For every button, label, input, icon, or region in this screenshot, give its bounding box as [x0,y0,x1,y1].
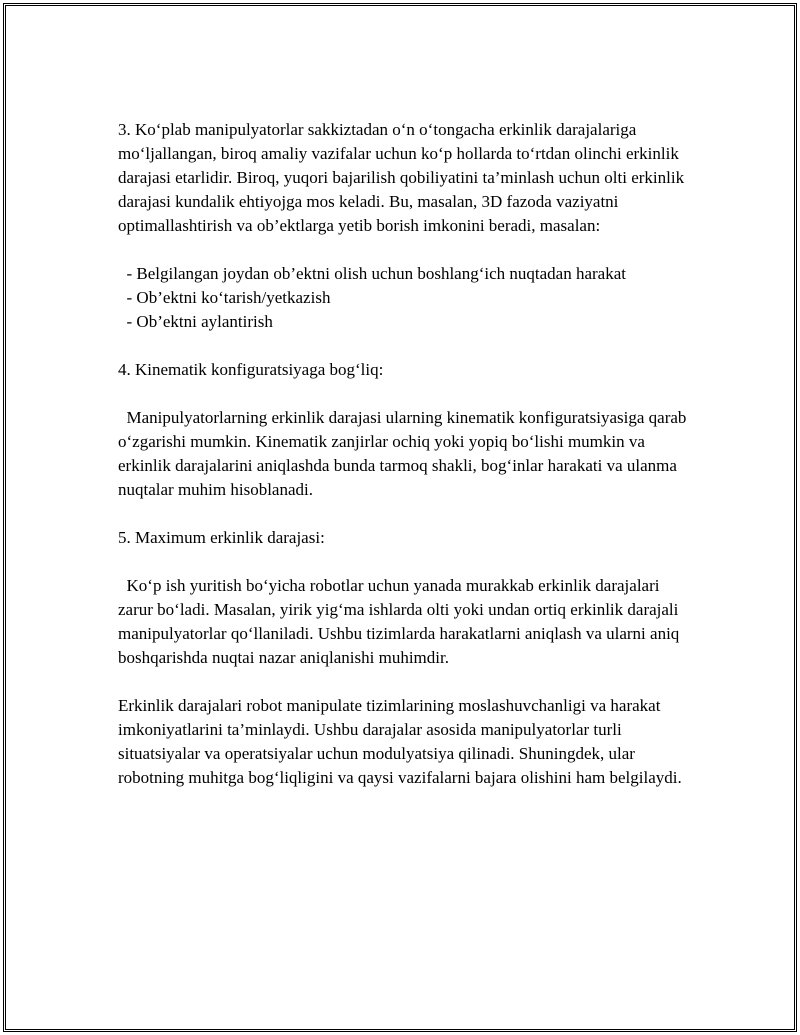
section-heading-4: 4. Kinematik konfiguratsiyaga bog‘liq: [118,360,384,379]
paragraph-item-3: 3. Ko‘plab manipulyatorlar sakkiztadan o‘n o‘tongacha erkinlik darajalariga mo‘ljallangan, biroq amaliy vazifalar uchun ko‘p hollarda to‘rtdan olinchi erkinlik darajasi etarlidir. Biroq, yuqori bajarilish qobiliyatini ta’minlash uchun olti erkinlik darajasi kundalik ehtiyojga mos keladi. Bu, masalan, 3D fazoda vaziyatni optimallashtirish va ob’ektlarga yetib borish imkonini beradi, masalan: [118,120,689,235]
document-body [118,118,691,790]
paragraph-maximum: Ko‘p ish yuritish bo‘yicha robotlar uchun yanada murakkab erkinlik darajalari zarur bo‘ladi. Masalan, yirik yig‘ma ishlarda olti yoki undan ortiq erkinlik darajali manipulyatorlar qo‘llaniladi. Ushbu tizimlarda harakatlarni aniqlash va ularni aniq boshqarishda nuqtai nazar aniqlanishi muhimdir. [118,576,684,667]
paragraph-gap [118,382,688,406]
section-heading-5: 5. Maximum erkinlik darajasi: [118,528,325,547]
paragraph-gap [118,550,688,574]
paragraph-kinematic: Manipulyatorlarning erkinlik darajasi ularning kinematik konfiguratsiyasiga qarab o‘zgarishi mumkin. Kinematik zanjirlar ochiq yoki yopiq bo‘lishi mumkin va erkinlik darajalarini aniqlashda bunda tarmoq shakli, bog‘inlar harakati va ulanma nuqtalar muhim hisoblanadi. [118,408,691,499]
paragraph-conclusion: Erkinlik darajalari robot manipulate tizimlarining moslashuvchanligi va harakat imkoniyatlarini ta’minlaydi. Ushbu darajalar asosida manipulyatorlar turli situatsiyalar va operatsiyalar uchun modulyatsiya qilinadi. Shuningdek, ular robotning muhitga bog‘liqligini va qaysi vazifalarni bajara olishini ham belgilaydi. [118,696,682,787]
paragraph-gap [118,502,688,526]
paragraph-gap [118,238,688,262]
paragraph-gap [118,670,688,694]
bullet-list: - Belgilangan joydan ob’ektni olish uchun boshlang‘ich nuqtadan harakat - Ob’ektni ko‘tarish/yetkazish - Ob’ektni aylantirish [126,264,626,331]
paragraph-gap [118,334,688,358]
